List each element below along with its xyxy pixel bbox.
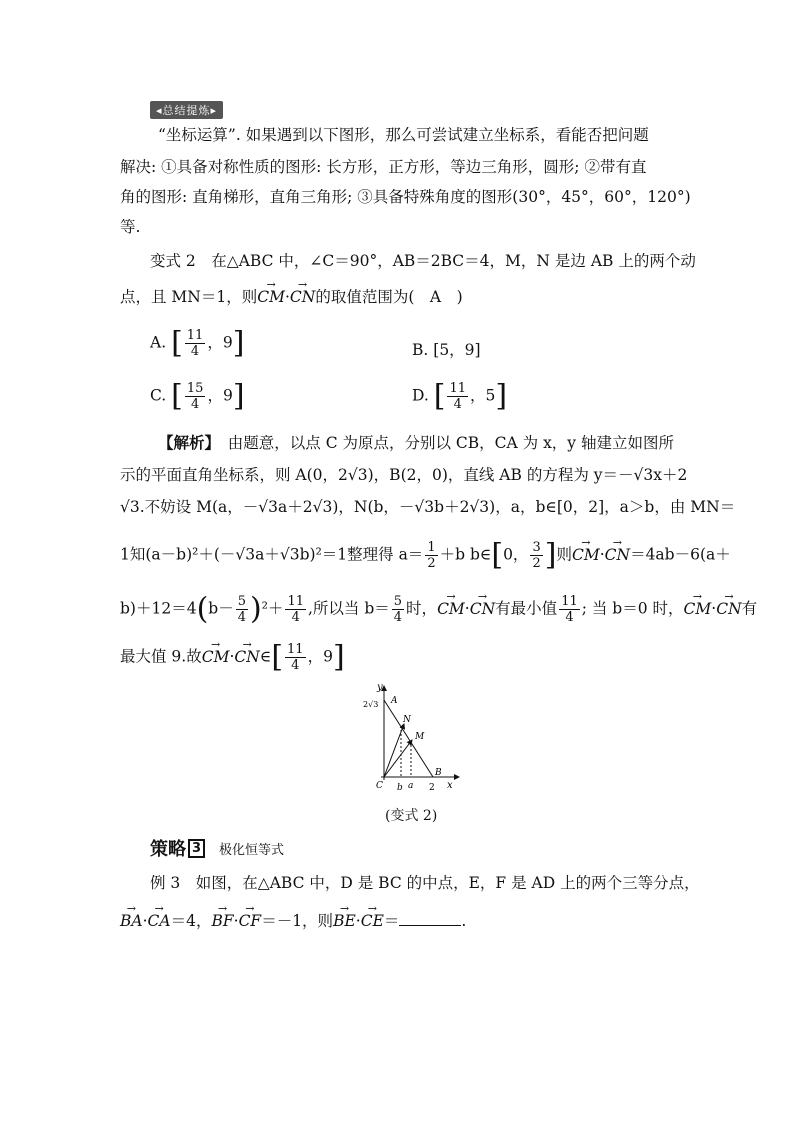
label-b-point: B (435, 768, 442, 778)
segment-ab (384, 700, 433, 777)
variant2-question-line-1: 变式 2 在△ABC 中，∠C＝90°，AB＝2BC＝4，M，N 是边 AB 上的两个动 (150, 252, 696, 270)
vector-ce: → CE (361, 910, 384, 932)
figure-caption: (变式 2) (385, 808, 438, 824)
fraction: $\frac{15}{4}$ (186, 381, 204, 412)
solution-line-1: 【解析】 由题意，以点 C 为原点，分别以 CB，CA 为 x，y 轴建立如图所 (158, 434, 674, 452)
strategy-subtitle: 极化恒等式 (219, 842, 285, 858)
variant2-figure (355, 680, 465, 795)
summary-line-2: 解决: ①具备对称性质的图形: 长方形，正方形，等边三角形，圆形; ②带有直 (120, 158, 647, 176)
vector-cf: → CF (239, 910, 262, 932)
answer-blank (399, 911, 461, 926)
strategy-heading (150, 835, 284, 861)
fraction: $\frac{1}{2}$ (427, 540, 436, 571)
solution-line-4: 1知(a－b)²＋(－√3a＋√3b)²＝1整理得 a＝ $\frac{1}{2}$ ＋b b∈[0， $\frac{3}{2}$ ]则→ CM·→ CN＝4ab－6(a＋ (120, 540, 731, 571)
fraction: $\frac{5}{4}$ (237, 594, 246, 625)
fraction: $\frac{11}{4}$ (561, 594, 578, 625)
label-c-origin: C (376, 781, 383, 791)
fraction: $\frac{5}{4}$ (393, 594, 403, 625)
label-m-point: M (415, 732, 425, 742)
summary-line-1: “坐标运算”. 如果遇到以下图形，那么可尝试建立坐标系，看能否把问题 (158, 126, 649, 144)
tick-a: a (408, 781, 414, 791)
fraction: $\frac{3}{2}$ (532, 540, 541, 571)
solution-line-6: 最大值 9.故→ CM·→ CN∈[ $\frac{11}{4}$ ，9] (120, 642, 345, 673)
solution-line-5: b)＋12＝4(b－ $\frac{5}{4}$ )²＋ $\frac{11}{4}$ ,所以当 b＝ $\frac{5}{4}$ 时，→ CM·→ CN有最小值 $\frac{11}{4}$ ; 当 b＝0 时，→ CM·→ CN有 (120, 594, 757, 625)
label-x: x (447, 780, 453, 791)
solution-line-3: √3.不妨设 M(a，－√3a＋2√3)，N(b，－√3b＋2√3)，a，b∈[0，2]，a＞b，由 MN＝ (120, 498, 736, 516)
choice-c: C. [ $\frac{15}{4}$ ，9] (150, 378, 245, 414)
solution-line-2: 示的平面直角坐标系，则 A(0，2√3)，B(2，0)，直线 AB 的方程为 y＝－√3x＋2 (120, 466, 688, 484)
choice-b: B. [5，9] (412, 341, 481, 359)
summary-line-4: 等. (120, 218, 141, 236)
label-y: y (377, 682, 383, 693)
vector-cn: → CN (290, 286, 315, 308)
vector-bf: → BF (211, 910, 233, 932)
label-2sqrt3: 2√3 (363, 700, 379, 709)
label-n-point: N (403, 715, 411, 725)
vector-cm: → CM (257, 286, 285, 308)
vector-cm-arrow (384, 740, 412, 777)
variant2-question-line-2: 点，且 MN＝1，则→ CM·→ CN的取值范围为( A ) (120, 286, 463, 308)
example3-line-1: 例 3 如图，在△ABC 中，D 是 BC 的中点，E，F 是 AD 上的两个三等分点， (150, 874, 700, 892)
strategy-number: 3 (188, 839, 205, 858)
label-a-point: A (391, 696, 398, 706)
fraction: $\frac{11}{4}$ (186, 328, 204, 359)
vector-ba: → BA (120, 910, 143, 932)
choice-a: A. [ $\frac{11}{4}$ ，9] (150, 325, 245, 361)
summary-line-3: 角的图形: 直角梯形，直角三角形; ③具备特殊角度的图形(30°，45°，60°，120°) (120, 188, 691, 206)
vector-ca: → CA (148, 910, 171, 932)
tick-b: b (397, 783, 403, 793)
vector-be: → BE (333, 910, 356, 932)
solution-tag: 【解析】 (158, 434, 213, 452)
fraction: $\frac{11}{4}$ (449, 381, 467, 412)
summary-badge: ◂总结提炼▸ (150, 101, 223, 119)
fraction: $\frac{11}{4}$ (287, 594, 304, 625)
fraction: $\frac{11}{4}$ (287, 642, 304, 673)
choice-d: D. [ $\frac{11}{4}$ ，5] (412, 378, 508, 414)
tick-2: 2 (429, 783, 435, 793)
example3-line-2: → BA·→ CA＝4，→ BF·→ CF＝－1，则→ BE·→ CE＝ . (120, 910, 466, 932)
strategy-title: 策略 (150, 839, 186, 860)
